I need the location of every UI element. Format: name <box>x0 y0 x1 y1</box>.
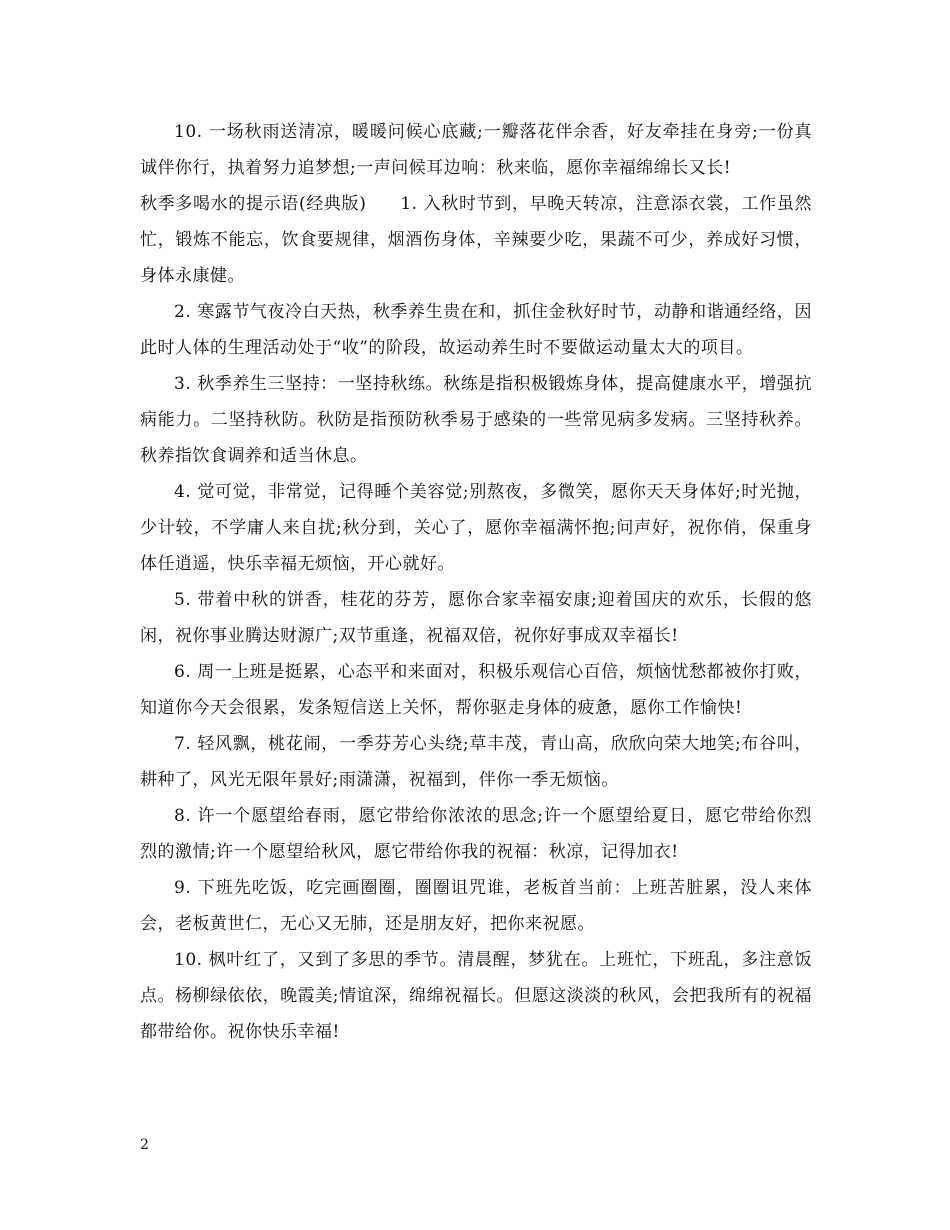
paragraph-text: 8. 许一个愿望给春雨，愿它带给你浓浓的思念;许一个愿望给夏日，愿它带给你烈烈的激情;许一个愿望给秋风，愿它带给你我的祝福：秋凉，记得加衣! <box>140 806 812 862</box>
paragraph-text: 4. 觉可觉，非常觉，记得睡个美容觉;别熬夜，多微笑，愿你天天身体好;时光抛，少计较，不学庸人来自扰;秋分到，关心了，愿你幸福满怀抱;问声好，祝你俏，保重身体任逍遥，快乐幸福无烦恼，开心就好。 <box>140 482 812 574</box>
paragraph-text: 9. 下班先吃饭，吃完画圈圈，圈圈诅咒谁，老板首当前：上班苦脏累，没人来体会，老板黄世仁，无心又无肺，还是朋友好，把你来祝愿。 <box>140 878 812 934</box>
paragraph-1-with-heading <box>140 186 812 294</box>
paragraph-10-maple <box>140 942 812 1050</box>
paragraph-text: 7. 轻风飘，桃花闹，一季芬芳心头绕;草丰茂，青山高，欣欣向荣大地笑;布谷叫，耕种了，风光无限年景好;雨潇潇，祝福到，伴你一季无烦恼。 <box>140 734 812 790</box>
paragraph-7 <box>140 726 812 798</box>
paragraph-9 <box>140 870 812 942</box>
paragraph-text: 6. 周一上班是挺累，心态平和来面对，积极乐观信心百倍，烦恼忧愁都被你打败，知道你今天会很累，发条短信送上关怀，帮你驱走身体的疲惫，愿你工作愉快! <box>140 662 812 718</box>
paragraph-3 <box>140 366 812 474</box>
paragraph-text: 10. 枫叶红了，又到了多思的季节。清晨醒，梦犹在。上班忙，下班乱，多注意饭点。杨柳绿依依，晚霞美;情谊深，绵绵祝福长。但愿这淡淡的秋风，会把我所有的祝福都带给你。祝你快乐幸福! <box>140 950 812 1042</box>
paragraph-text: 2. 寒露节气夜冷白天热，秋季养生贵在和，抓住金秋好时节，动静和谐通经络，因此时人体的生理活动处于“收”的阶段，故运动养生时不要做运动量太大的项目。 <box>140 302 812 358</box>
paragraph-8 <box>140 798 812 870</box>
paragraph-text: 3. 秋季养生三坚持：一坚持秋练。秋练是指积极锻炼身体，提高健康水平，增强抗病能力。二坚持秋防。秋防是指预防秋季易于感染的一些常见病多发病。三坚持秋养。秋养指饮食调养和适当休息。 <box>140 374 812 466</box>
paragraph-text: 1. 入秋时节到，早晚天转凉，注意添衣裳，工作虽然忙，锻炼不能忘，饮食要规律，烟酒伤身体，辛辣要少吃，果蔬不可少，养成好习惯，身体永康健。 <box>140 194 813 286</box>
paragraph-2 <box>140 294 812 366</box>
paragraph-text: 10. 一场秋雨送清凉，暖暖问候心底藏;一瓣落花伴余香，好友牵挂在身旁;一份真诚伴你行，执着努力追梦想;一声问候耳边响：秋来临，愿你幸福绵绵长又长! <box>140 122 812 178</box>
paragraph-text: 5. 带着中秋的饼香，桂花的芬芳，愿你合家幸福安康;迎着国庆的欢乐，长假的悠闲，祝你事业腾达财源广;双节重逢，祝福双倍，祝你好事成双幸福长! <box>140 590 812 646</box>
paragraph-4 <box>140 474 812 582</box>
document-body <box>140 114 812 1050</box>
paragraph-6 <box>140 654 812 726</box>
paragraph-10-autumn-rain <box>140 114 812 186</box>
page-number: 2 <box>140 1137 149 1153</box>
paragraph-5 <box>140 582 812 654</box>
section-heading: 秋季多喝水的提示语(经典版) <box>140 194 367 214</box>
